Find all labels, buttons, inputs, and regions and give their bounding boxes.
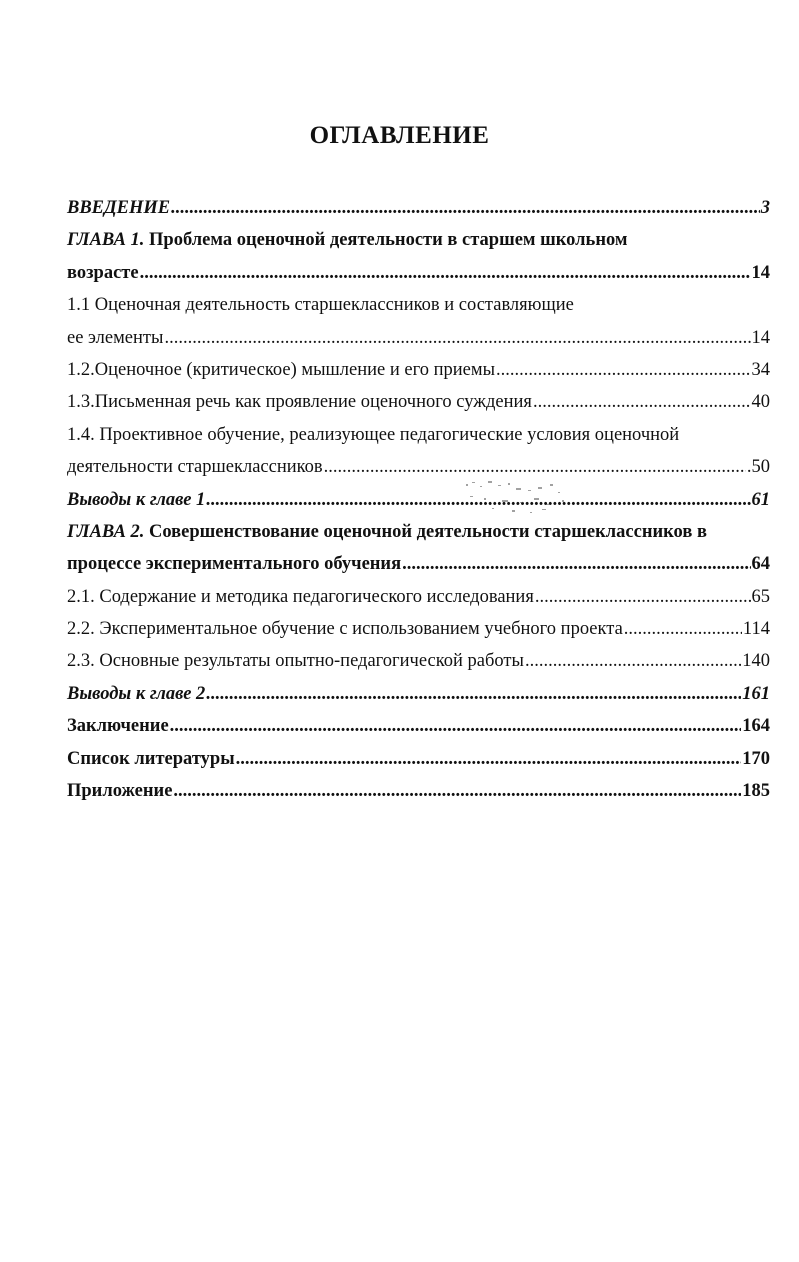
- toc-entry-appendix: [67, 781, 770, 813]
- toc-page-number: 61: [751, 489, 770, 510]
- leader-dots: [206, 684, 741, 705]
- table-of-contents: [67, 198, 770, 813]
- leader-dots: [171, 198, 760, 219]
- toc-page-number: 161: [742, 683, 770, 704]
- toc-label: Выводы к главе 1: [67, 489, 206, 510]
- toc-entry-chapter1-line1: [67, 230, 770, 262]
- toc-page-number: 14: [751, 327, 770, 348]
- toc-label: 2.2. Экспериментальное обучение с использованием учебного проекта: [67, 619, 623, 640]
- toc-label: 2.1. Содержание и методика педагогического исследования: [67, 586, 534, 607]
- page-title: ОГЛАВЛЕНИЕ: [309, 122, 490, 149]
- toc-entry-1-4-line2: [67, 457, 770, 489]
- toc-page-number: 114: [742, 619, 770, 640]
- toc-label: возрасте: [67, 262, 139, 283]
- chapter-prefix: ГЛАВА 2.: [67, 521, 145, 542]
- toc-entry-introduction: [67, 198, 770, 230]
- toc-entry-conclusion: [67, 716, 770, 748]
- toc-page-number: 14: [751, 262, 770, 283]
- toc-label: Заключение: [67, 716, 169, 737]
- toc-entry-1-4-line1: [67, 425, 770, 457]
- toc-entry-bibliography: [67, 749, 770, 781]
- leader-dots: [173, 781, 741, 802]
- leader-dots: [533, 392, 751, 413]
- toc-label: 1.4. Проективное обучение, реализующее педагогические условия оценочной: [67, 424, 680, 445]
- leader-dots: [170, 716, 742, 737]
- toc-entry-2-1: [67, 587, 770, 619]
- leader-dots: [140, 263, 751, 284]
- toc-entry-chapter1-line2: [67, 263, 770, 295]
- toc-entry-conclusions-ch2: [67, 684, 770, 716]
- toc-entry-1-2: [67, 360, 770, 392]
- toc-entry-1-3: [67, 392, 770, 424]
- toc-entry-1-1-line2: [67, 328, 770, 360]
- toc-page-number: 170: [742, 748, 770, 769]
- toc-page-number: 140: [742, 651, 770, 672]
- leader-dots: [402, 554, 750, 575]
- toc-page-number: 65: [751, 586, 770, 607]
- toc-label: Приложение: [67, 781, 173, 802]
- toc-label: деятельности старшеклассников: [67, 457, 323, 478]
- toc-entry-conclusions-ch1: [67, 490, 770, 522]
- toc-page-number: .50: [746, 457, 770, 478]
- toc-label: Список литературы: [67, 748, 235, 769]
- toc-label: процессе экспериментального обучения: [67, 554, 402, 575]
- toc-page-number: 34: [751, 359, 770, 380]
- toc-page-number: 3: [760, 198, 770, 218]
- toc-page-number: 164: [742, 716, 770, 737]
- toc-label: ВВЕДЕНИЕ: [67, 198, 171, 218]
- toc-label: ее элементы: [67, 327, 164, 348]
- toc-entry-2-2: [67, 619, 770, 651]
- toc-entry-1-1-line1: [67, 295, 770, 327]
- leader-dots: [324, 457, 746, 478]
- leader-dots: [525, 651, 741, 672]
- toc-label: Совершенствование оценочной деятельности старшеклассников в: [149, 521, 707, 542]
- toc-page-number: 40: [751, 392, 770, 413]
- toc-label: 1.3.Письменная речь как проявление оценочного суждения: [67, 392, 532, 413]
- toc-label: 1.2.Оценочное (критическое) мышление и его приемы: [67, 359, 496, 380]
- library-stamp-icon: [458, 478, 578, 518]
- toc-page-number: 185: [742, 781, 770, 802]
- leader-dots: [535, 587, 751, 608]
- toc-page-number: 64: [751, 554, 770, 575]
- toc-entry-chapter2-line1: [67, 522, 770, 554]
- leader-dots: [624, 619, 742, 640]
- toc-label: 2.3. Основные результаты опытно-педагогической работы: [67, 651, 524, 672]
- leader-dots: [496, 360, 750, 381]
- chapter-prefix: ГЛАВА 1.: [67, 230, 145, 251]
- toc-label: Проблема оценочной деятельности в старшем школьном: [149, 230, 628, 251]
- leader-dots: [164, 328, 750, 349]
- toc-label: Выводы к главе 2: [67, 683, 206, 704]
- toc-entry-chapter2-line2: [67, 554, 770, 586]
- toc-label: 1.1 Оценочная деятельность старшеклассников и составляющие: [67, 295, 574, 316]
- toc-entry-2-3: [67, 651, 770, 683]
- leader-dots: [236, 749, 742, 770]
